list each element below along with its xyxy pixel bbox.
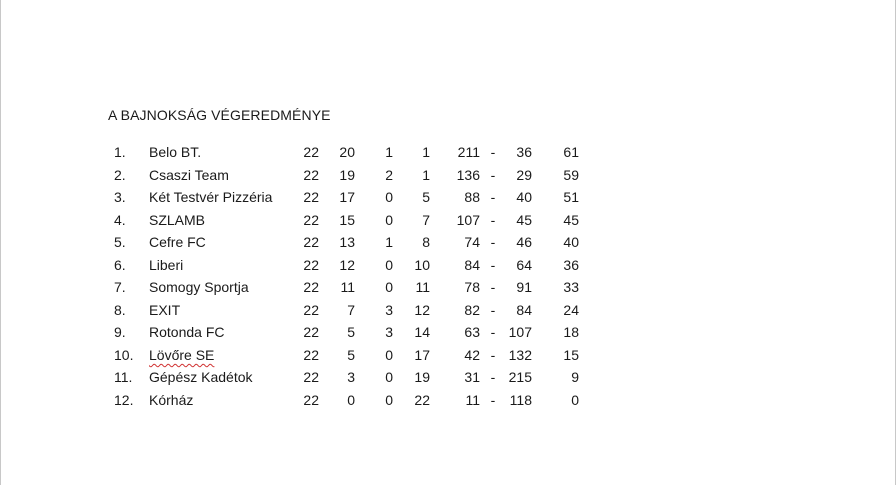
goals-for: 11	[465, 392, 480, 409]
won: 0	[347, 392, 355, 409]
points: 59	[563, 166, 579, 183]
goals-against: 36	[516, 144, 532, 160]
lost: 7	[422, 211, 430, 228]
rank: 10.	[114, 346, 134, 363]
rank: 1.	[114, 144, 126, 160]
team-name: Cefre FC	[149, 234, 206, 251]
draw: 0	[385, 211, 393, 228]
goals-against: 40	[516, 189, 532, 206]
goals-against: 64	[516, 256, 532, 273]
played: 22	[303, 189, 319, 206]
team-name: Liberi	[149, 256, 184, 273]
goals-against: 118	[509, 392, 532, 409]
lost: 1	[422, 166, 430, 183]
points: 40	[563, 234, 579, 251]
team-name: EXIT	[149, 301, 181, 318]
goals-for: 88	[464, 189, 480, 206]
goal-separator: -	[490, 144, 496, 160]
points: 15	[563, 346, 579, 363]
table-row	[1, 209, 895, 232]
points: 24	[563, 301, 579, 318]
rank: 5.	[114, 234, 126, 251]
goals-for: 78	[464, 279, 480, 296]
team-name: Kórház	[149, 392, 194, 409]
lost: 10	[414, 256, 430, 273]
team-name: Somogy Sportja	[149, 279, 249, 296]
points: 33	[563, 279, 579, 296]
lost: 19	[414, 369, 430, 386]
played: 22	[303, 166, 319, 183]
table-row	[1, 254, 895, 277]
goal-separator: -	[490, 392, 496, 409]
lost: 5	[422, 189, 430, 206]
lost: 22	[414, 392, 430, 409]
draw: 0	[385, 369, 393, 386]
table-row	[1, 186, 895, 209]
goals-against: 84	[516, 301, 532, 318]
played: 22	[303, 324, 319, 341]
won: 3	[347, 369, 355, 386]
draw: 1	[385, 144, 393, 160]
goals-against: 132	[508, 346, 532, 363]
table-row	[1, 344, 895, 367]
rank: 7.	[114, 279, 126, 296]
draw: 0	[385, 392, 393, 409]
won: 5	[347, 346, 355, 363]
lost: 8	[422, 234, 430, 251]
won: 15	[339, 211, 355, 228]
played: 22	[303, 234, 319, 251]
won: 17	[339, 189, 355, 206]
document-title: A BAJNOKSÁG VÉGEREDMÉNYE	[108, 107, 331, 123]
won: 5	[347, 324, 355, 341]
table-row	[1, 389, 895, 412]
draw: 2	[385, 166, 393, 183]
goals-against: 29	[516, 166, 532, 183]
goal-separator: -	[490, 256, 496, 273]
draw: 0	[385, 279, 393, 296]
played: 22	[303, 279, 319, 296]
goal-separator: -	[490, 166, 496, 183]
table-row	[1, 164, 895, 187]
won: 20	[339, 144, 355, 160]
points: 18	[563, 324, 579, 341]
draw: 3	[385, 324, 393, 341]
draw: 0	[385, 256, 393, 273]
points: 0	[571, 392, 579, 409]
goal-separator: -	[490, 301, 496, 318]
won: 12	[339, 256, 355, 273]
played: 22	[303, 144, 319, 160]
draw: 3	[385, 301, 393, 318]
goal-separator: -	[490, 324, 496, 341]
table-row	[1, 141, 895, 164]
team-name: Csaszi Team	[149, 166, 229, 183]
points: 36	[563, 256, 579, 273]
goal-separator: -	[490, 211, 496, 228]
table-row	[1, 366, 895, 389]
goals-for: 211	[457, 144, 480, 160]
draw: 1	[385, 234, 393, 251]
goals-for: 31	[464, 369, 480, 386]
table-row	[1, 231, 895, 254]
won: 11	[340, 279, 355, 296]
lost: 17	[414, 346, 430, 363]
goals-for: 84	[464, 256, 480, 273]
goals-for: 63	[464, 324, 480, 341]
rank: 2.	[114, 166, 126, 183]
won: 13	[339, 234, 355, 251]
lost: 12	[414, 301, 430, 318]
lost: 1	[422, 144, 430, 160]
goals-for: 42	[464, 346, 480, 363]
rank: 6.	[114, 256, 126, 273]
team-name: Két Testvér Pizzéria	[149, 189, 273, 206]
rank: 9.	[114, 324, 126, 341]
played: 22	[303, 369, 319, 386]
table-row	[1, 276, 895, 299]
won: 7	[347, 301, 355, 318]
goals-against: 45	[516, 211, 532, 228]
points: 45	[563, 211, 579, 228]
standings-table	[1, 141, 895, 412]
goal-separator: -	[490, 279, 496, 296]
goals-against: 107	[508, 324, 532, 341]
goals-against: 46	[516, 234, 532, 251]
goal-separator: -	[490, 189, 496, 206]
points: 61	[563, 144, 579, 160]
goals-against: 91	[516, 279, 532, 296]
points: 9	[571, 369, 579, 386]
team-name: Rotonda FC	[149, 324, 225, 341]
goal-separator: -	[490, 369, 496, 386]
draw: 0	[385, 189, 393, 206]
goals-against: 215	[508, 369, 532, 386]
played: 22	[303, 256, 319, 273]
lost: 11	[415, 279, 430, 296]
team-name: Belo BT.	[149, 144, 202, 160]
goal-separator: -	[490, 234, 496, 251]
rank: 11.	[114, 369, 133, 386]
points: 51	[563, 189, 579, 206]
goals-for: 136	[456, 166, 480, 183]
table-row	[1, 321, 895, 344]
goals-for: 74	[464, 234, 480, 251]
draw: 0	[385, 346, 393, 363]
goals-for: 82	[464, 301, 480, 318]
played: 22	[303, 346, 319, 363]
played: 22	[303, 392, 319, 409]
team-name: Lövőre SE	[149, 346, 215, 363]
played: 22	[303, 211, 319, 228]
lost: 14	[414, 324, 430, 341]
won: 19	[339, 166, 355, 183]
rank: 3.	[114, 189, 126, 206]
team-name: SZLAMB	[149, 211, 206, 228]
rank: 12.	[114, 392, 134, 409]
rank: 4.	[114, 211, 126, 228]
table-row	[1, 299, 895, 322]
goals-for: 107	[456, 211, 480, 228]
rank: 8.	[114, 301, 126, 318]
goal-separator: -	[490, 346, 496, 363]
team-name: Gépész Kadétok	[149, 369, 253, 386]
played: 22	[303, 301, 319, 318]
